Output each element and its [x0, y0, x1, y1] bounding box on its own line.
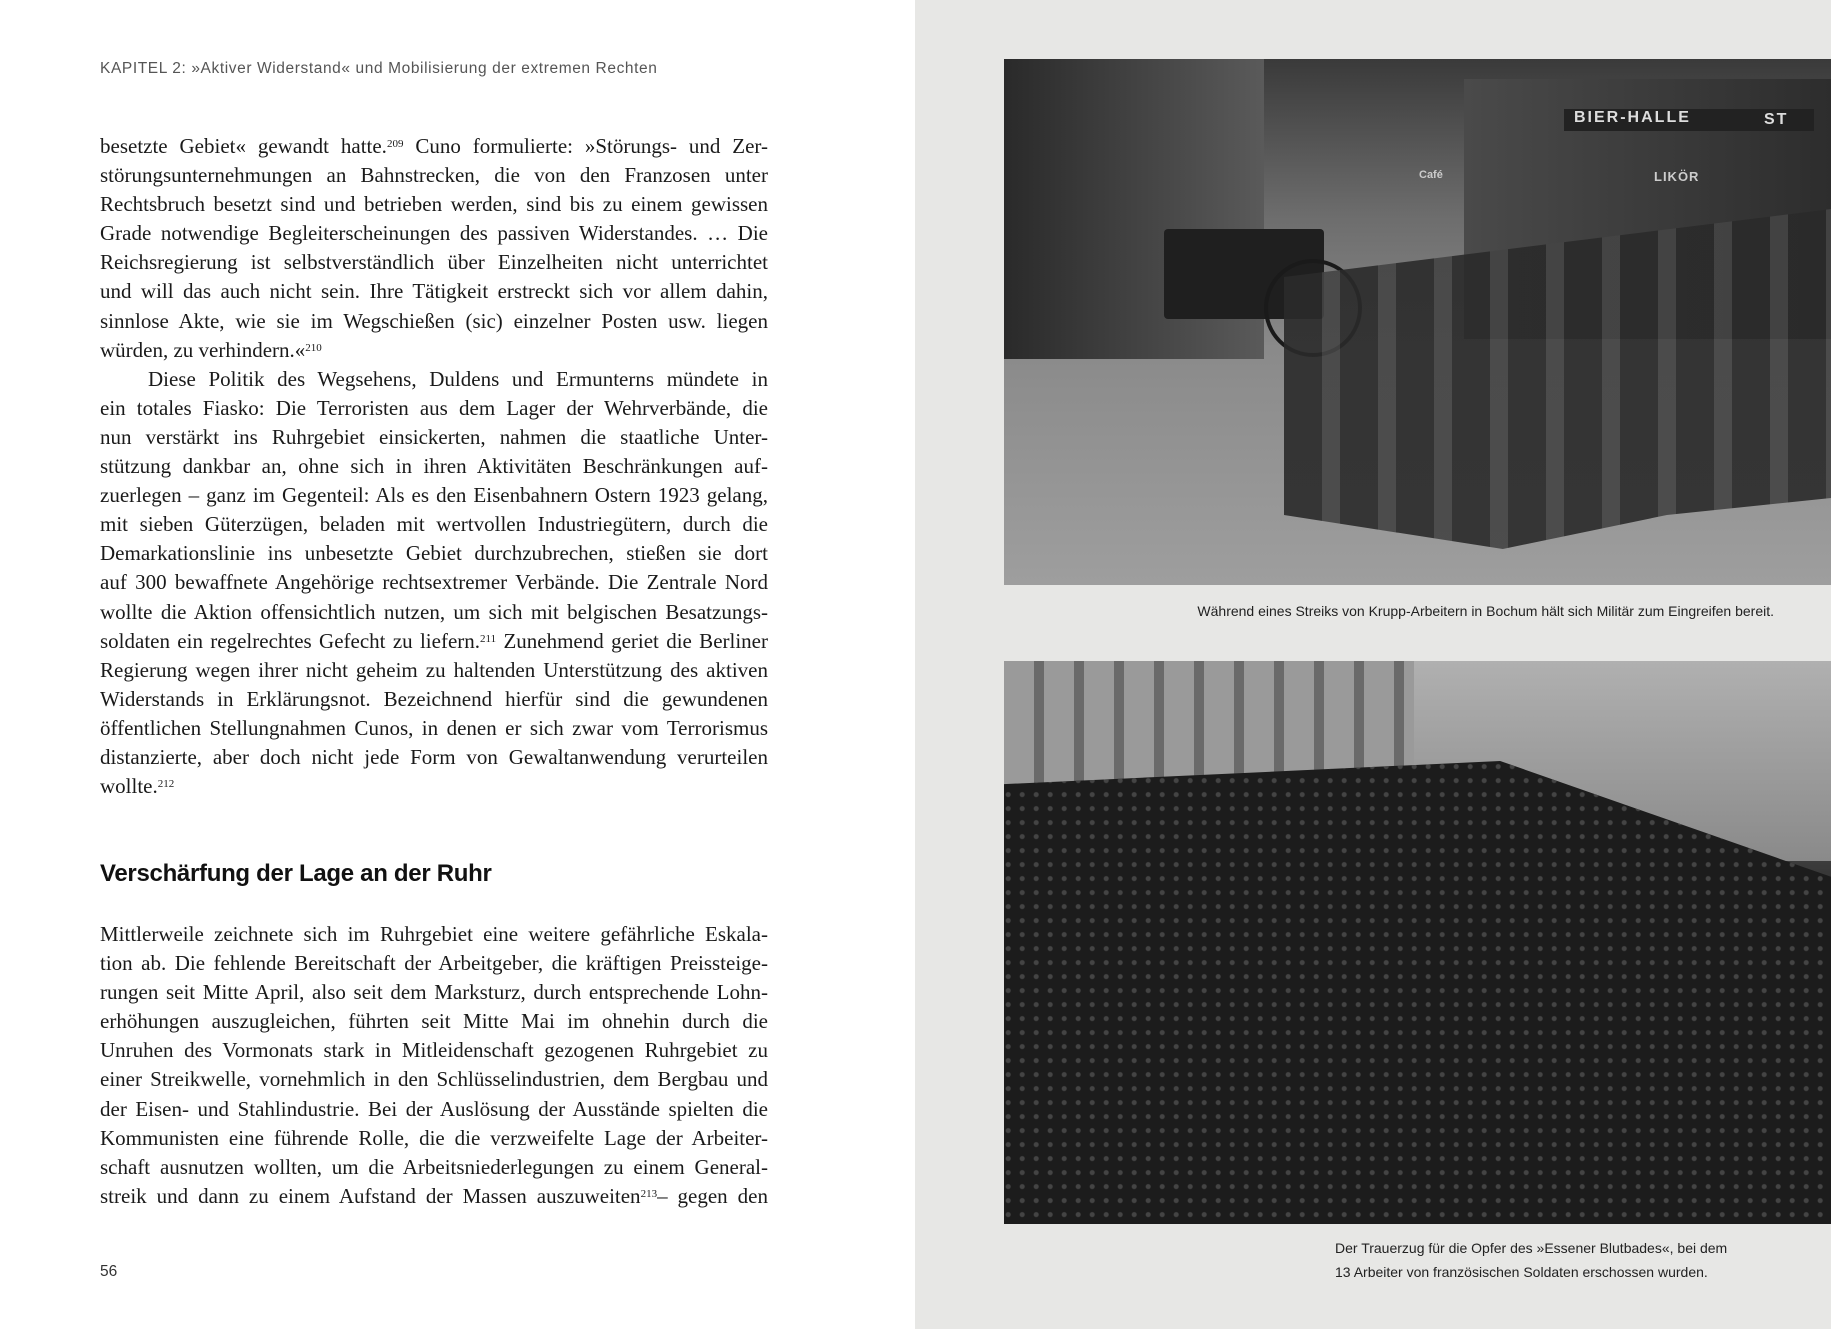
text-run: besetzte Gebiet« gewandt hatte.	[100, 134, 387, 158]
left-page	[0, 0, 915, 1329]
body-text-bottom	[100, 920, 768, 1211]
text-run: Zunehmend geriet die Berliner	[496, 628, 768, 653]
text-run: würden, zu verhindern.«	[100, 337, 306, 362]
text-line	[100, 714, 768, 743]
text-line	[100, 277, 768, 306]
text-line	[100, 1007, 768, 1036]
text-run: der Eisen- und Stahlindustrie. Bei der Auslösung der Ausstände spielten die	[100, 1096, 768, 1121]
photo1-caption: Während eines Streiks von Krupp-Arbeitern in Bochum hält sich Militär zum Eingreifen bereit.	[1197, 603, 1774, 619]
text-line	[100, 1182, 768, 1211]
text-line	[100, 248, 768, 277]
text-run: zuerlegen – ganz im Gegenteil: Als es den Eisenbahnern Ostern 1923 gelang,	[100, 483, 768, 508]
text-line	[100, 336, 768, 365]
text-line	[100, 365, 768, 394]
text-line	[100, 510, 768, 539]
text-run: Diese Politik des Wegsehens, Duldens und Ermunterns mündete in	[148, 366, 768, 391]
text-line	[100, 452, 768, 481]
text-run: Cuno formulierte: »Störungs- und Zer-	[403, 134, 768, 158]
section-heading: Verschärfung der Lage an der Ruhr	[100, 860, 492, 887]
text-run: distanzierte, aber doch nicht jede Form von Gewaltanwendung verurteilen	[100, 744, 768, 769]
footnote-ref[interactable]: 212	[157, 778, 175, 791]
footnote-ref[interactable]: 211	[480, 632, 497, 645]
text-run: einer Streikwelle, vornehmlich in den Schlüsselindustrien, dem Bergbau und	[100, 1067, 768, 1092]
text-run: öffentlichen Stellungnahmen Cunos, in denen er sich zwar vom Terrorismus	[100, 715, 768, 740]
text-line	[100, 978, 768, 1007]
text-line	[100, 568, 768, 597]
text-line	[100, 481, 768, 510]
text-line	[100, 1036, 768, 1065]
footnote-ref[interactable]: 209	[386, 138, 404, 150]
text-run: Regierung wegen ihrer nicht geheim zu haltenden Unterstützung des aktiven	[100, 657, 768, 682]
text-line	[100, 743, 768, 772]
text-run: mit sieben Güterzügen, beladen mit wertvollen Industriegütern, durch die	[100, 512, 768, 537]
text-line	[100, 161, 768, 190]
text-line	[100, 1153, 768, 1182]
photo2-caption-line1: Der Trauerzug für die Opfer des »Essener Blutbades«, bei dem	[1335, 1240, 1728, 1256]
text-run: Grade notwendige Begleiterscheinungen des passiven Widerstandes. … Die	[100, 221, 768, 246]
text-run: soldaten ein regelrechtes Gefecht zu liefern.	[100, 628, 481, 653]
soldiers-group	[1284, 209, 1831, 549]
text-run: erhöhungen auszugleichen, führten seit Mitte Mai im ohnehin durch die	[100, 1009, 768, 1034]
text-run: rungen seit Mitte April, also seit dem Marksturz, durch entsprechende Lohn-	[100, 980, 768, 1005]
text-line	[100, 219, 768, 248]
text-run: wollte die Aktion offensichtlich nutzen, um sich mit belgischen Besatzungs-	[100, 599, 768, 624]
text-run: Widerstands in Erklärungsnot. Bezeichnend hierfür sind die gewundenen	[100, 686, 768, 711]
photo2-caption	[1335, 1236, 1727, 1284]
text-line	[100, 685, 768, 714]
text-line	[100, 394, 768, 423]
photo-soldiers-bochum	[1004, 59, 1831, 585]
text-line	[100, 1065, 768, 1094]
text-line	[100, 598, 768, 627]
photo-funeral-procession-essen	[1004, 661, 1831, 1224]
text-run: sinnlose Akte, wie sie im Wegschießen (sic) einzelner Posten usw. liegen	[100, 308, 768, 333]
text-run: Rechtsbruch besetzt sind und betrieben werden, sind bis zu einem gewissen	[100, 192, 768, 217]
text-run: streik und dann zu einem Aufstand der Massen auszuweiten	[100, 1183, 641, 1208]
text-line	[100, 190, 768, 219]
page-number: 56	[100, 1263, 118, 1280]
text-run: wollte.	[100, 774, 158, 799]
text-run: Mittlerweile zeichnete sich im Ruhrgebiet eine weitere gefährliche Eskala-	[100, 922, 768, 946]
footnote-ref[interactable]: 213	[640, 1187, 658, 1200]
text-run: – gegen den	[657, 1183, 768, 1208]
text-line	[100, 307, 768, 336]
sign-st: ST	[1764, 111, 1789, 128]
running-head: KAPITEL 2: »Aktiver Widerstand« und Mobilisierung der extremen Rechten	[100, 60, 658, 77]
text-line	[100, 1095, 768, 1124]
text-run: Demarkationslinie ins unbesetzte Gebiet durchzubrechen, stießen sie dort	[100, 541, 768, 566]
text-line	[100, 627, 768, 656]
text-line	[100, 656, 768, 685]
text-line	[100, 949, 768, 978]
body-text-top	[100, 132, 768, 801]
text-run: Kommunisten eine führende Rolle, die die verzweifelte Lage der Arbeiter-	[100, 1125, 768, 1150]
footnote-ref[interactable]: 210	[305, 341, 322, 354]
text-line	[100, 1124, 768, 1153]
text-run: stützung dankbar an, ohne sich in ihren Aktivitäten Beschränkungen auf-	[100, 454, 768, 479]
text-run: schaft ausnutzen wollten, um die Arbeitsniederlegungen zu einem General-	[100, 1154, 768, 1179]
text-line	[100, 423, 768, 452]
text-run: Reichsregierung ist selbstverständlich über Einzelheiten nicht unterrichtet	[100, 250, 768, 275]
sign-bierhalle: BIER-HALLE	[1564, 109, 1814, 131]
text-run: nun verstärkt ins Ruhrgebiet einsickerten, nahmen die staatliche Unter-	[100, 424, 768, 449]
text-run: und will das auch nicht sein. Ihre Tätigkeit erstreckt sich vor allem dahin,	[100, 279, 768, 304]
text-line	[100, 772, 768, 801]
text-run: störungsunternehmungen an Bahnstrecken, die von den Franzosen unter	[100, 163, 768, 188]
text-line	[100, 539, 768, 568]
text-run: ein totales Fiasko: Die Terroristen aus dem Lager der Wehrverbände, die	[100, 395, 768, 420]
text-run: Unruhen des Vormonats stark in Mitleidenschaft gezogenen Ruhrgebiet zu	[100, 1038, 768, 1063]
sign-likoer: LIKÖR	[1654, 169, 1700, 184]
text-line	[100, 132, 768, 161]
sign-cafe: Café	[1419, 169, 1443, 181]
text-run: tion ab. Die fehlende Bereitschaft der Arbeitgeber, die kräftigen Preissteige-	[100, 951, 768, 976]
photo2-caption-line2: 13 Arbeiter von französischen Soldaten erschossen wurden.	[1335, 1264, 1708, 1280]
text-run: auf 300 bewaffnete Angehörige rechtsextremer Verbände. Die Zentrale Nord	[100, 570, 768, 595]
text-line	[100, 920, 768, 949]
